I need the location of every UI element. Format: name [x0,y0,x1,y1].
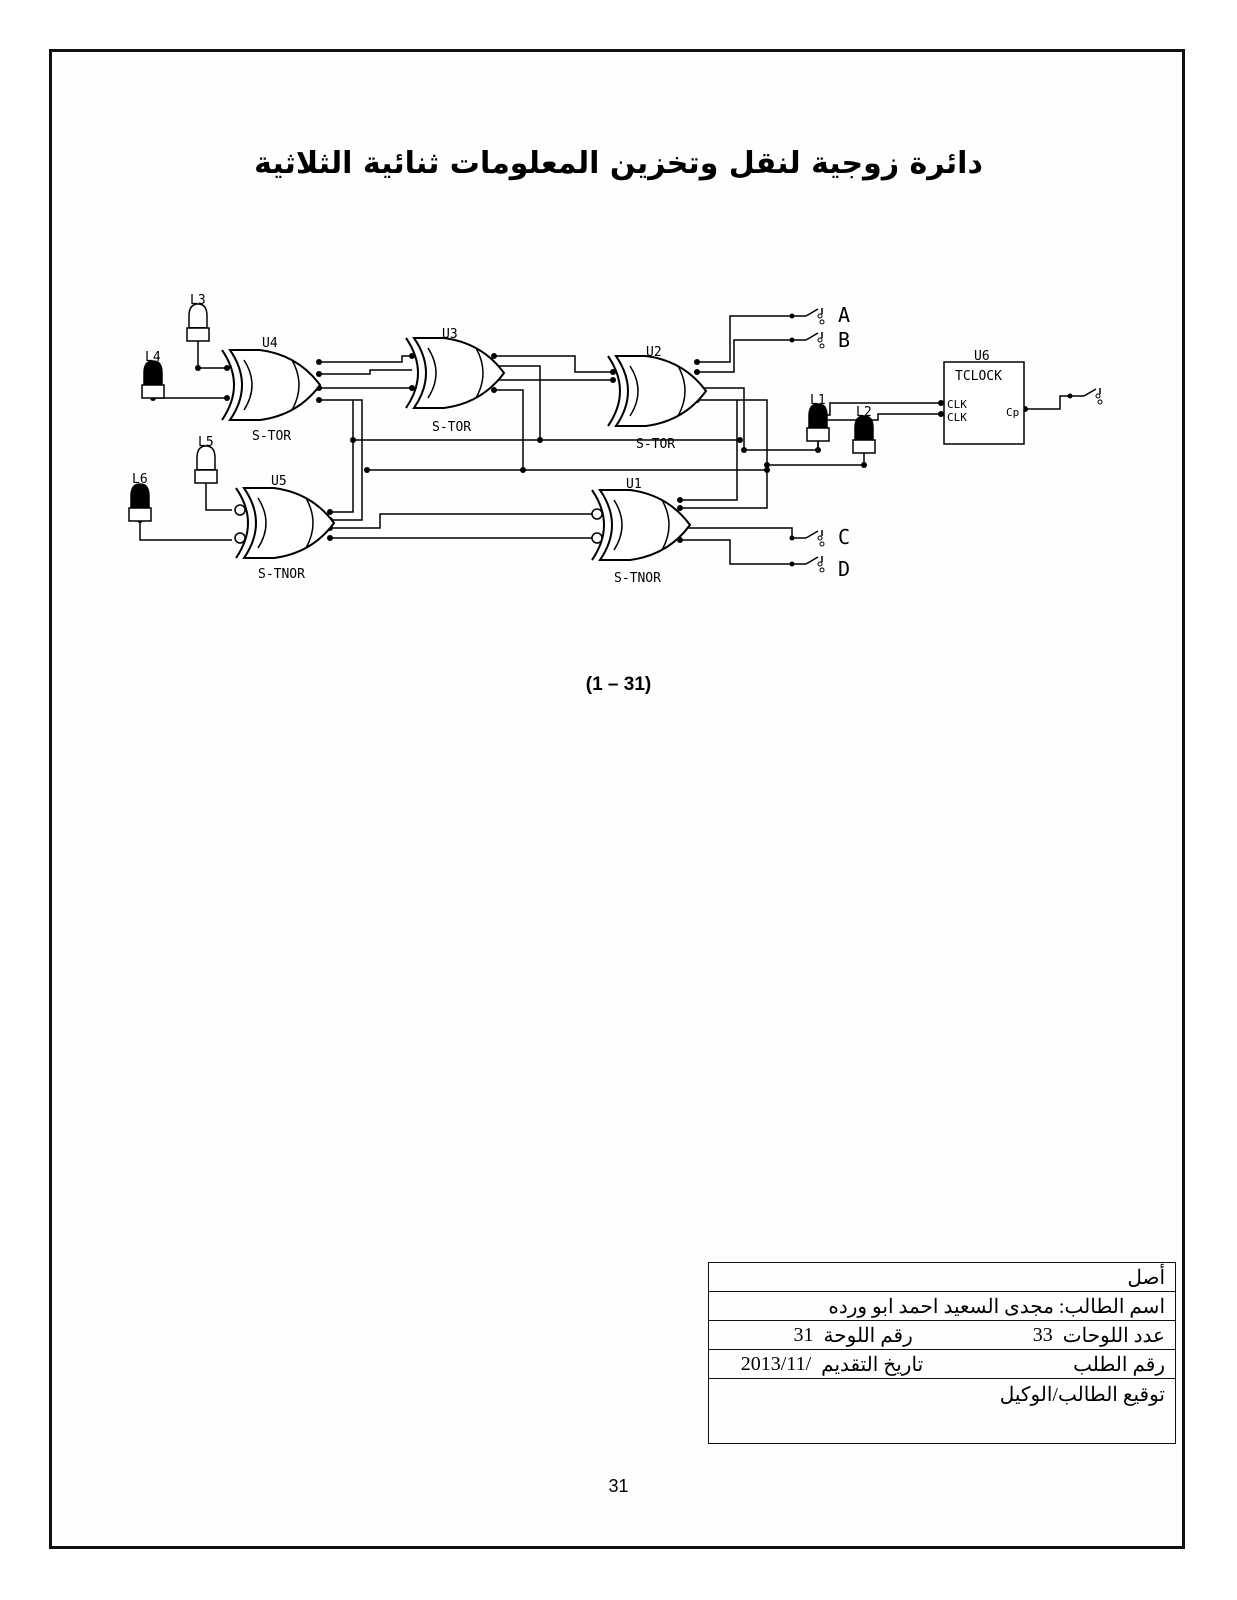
title-block-row-sheets [709,1321,1175,1350]
l2-label: L2 [856,405,872,420]
switch-d[interactable] [790,556,825,572]
l4-label: L4 [145,350,161,365]
u6-clk-pin-1: CLK [947,398,967,411]
original-label: أصل [1127,1266,1165,1289]
lamp-l3 [187,304,209,341]
request-no-label: رقم الطلب [1073,1353,1165,1376]
u2-ref: U2 [646,345,662,360]
switch-a-label: A [838,303,851,327]
u5-ref: U5 [271,474,287,489]
l1-label: L1 [810,393,826,408]
u1-ref: U1 [626,477,642,492]
u3-ref: U3 [442,327,458,342]
u3-type: S-TOR [432,420,472,435]
title-block-row-request [709,1350,1175,1379]
gate-u2 [608,356,706,426]
sheet-no: 31 [793,1323,814,1346]
l6-label: L6 [132,472,148,487]
sheets-count-label: عدد اللوحات [1062,1324,1165,1347]
student-name: اسم الطالب: مجدى السعيد احمد ابو ورده [828,1295,1165,1318]
u5-type: S-TNOR [258,567,305,582]
u6-type: TCLOCK [955,369,1002,384]
u6-cp-pin: Cp [1006,406,1020,419]
lamp-l2 [853,416,875,453]
switch-b-label: B [838,328,851,352]
circuit-diagram [0,0,1237,640]
switch-a[interactable] [790,308,825,324]
switch-c-label: C [838,525,851,549]
switch-clock-out[interactable] [1068,388,1103,404]
switch-d-label: D [838,557,851,581]
l5-label: L5 [198,435,214,450]
u6-ref: U6 [974,349,990,364]
u1-invert-bubble-2 [592,533,602,543]
figure-number: (1 – 31) [585,674,652,695]
signature-label: توقيع الطالب/الوكيل [999,1383,1165,1406]
submission-date-label: تاريخ التقديم [821,1353,924,1376]
u1-type: S-TNOR [614,571,661,586]
u4-type: S-TOR [252,429,292,444]
title-block-row-original [709,1263,1175,1292]
sheet-no-label: رقم اللوحة [823,1324,913,1347]
lamp-l4 [142,361,164,398]
lamp-l5 [195,446,217,483]
u6-clk-pin-2: CLK [947,411,967,424]
title-block-row-signature [709,1379,1175,1409]
lamp-l1 [807,404,829,441]
page-title: دائرة زوجية لنقل وتخزين المعلومات ثنائية الثلاثية [254,146,983,181]
l3-label: L3 [190,293,206,308]
submission-date: 2013/11/ [740,1352,812,1375]
title-block-row-student [709,1292,1175,1321]
lamp-l6 [129,484,151,521]
switch-c[interactable] [790,530,825,546]
u5-invert-bubble-2 [235,533,245,543]
switch-b[interactable] [790,332,825,348]
title-block [708,1262,1176,1444]
gate-u5 [236,488,334,558]
u2-type: S-TOR [636,437,676,452]
gate-u3 [406,338,504,408]
sheets-count: 33 [1032,1323,1053,1346]
gate-u4 [222,350,320,420]
u1-invert-bubble-1 [592,509,602,519]
gate-u1 [592,490,690,560]
u5-invert-bubble-1 [235,505,245,515]
page-number: 31 [608,1476,629,1496]
u4-ref: U4 [262,336,278,351]
